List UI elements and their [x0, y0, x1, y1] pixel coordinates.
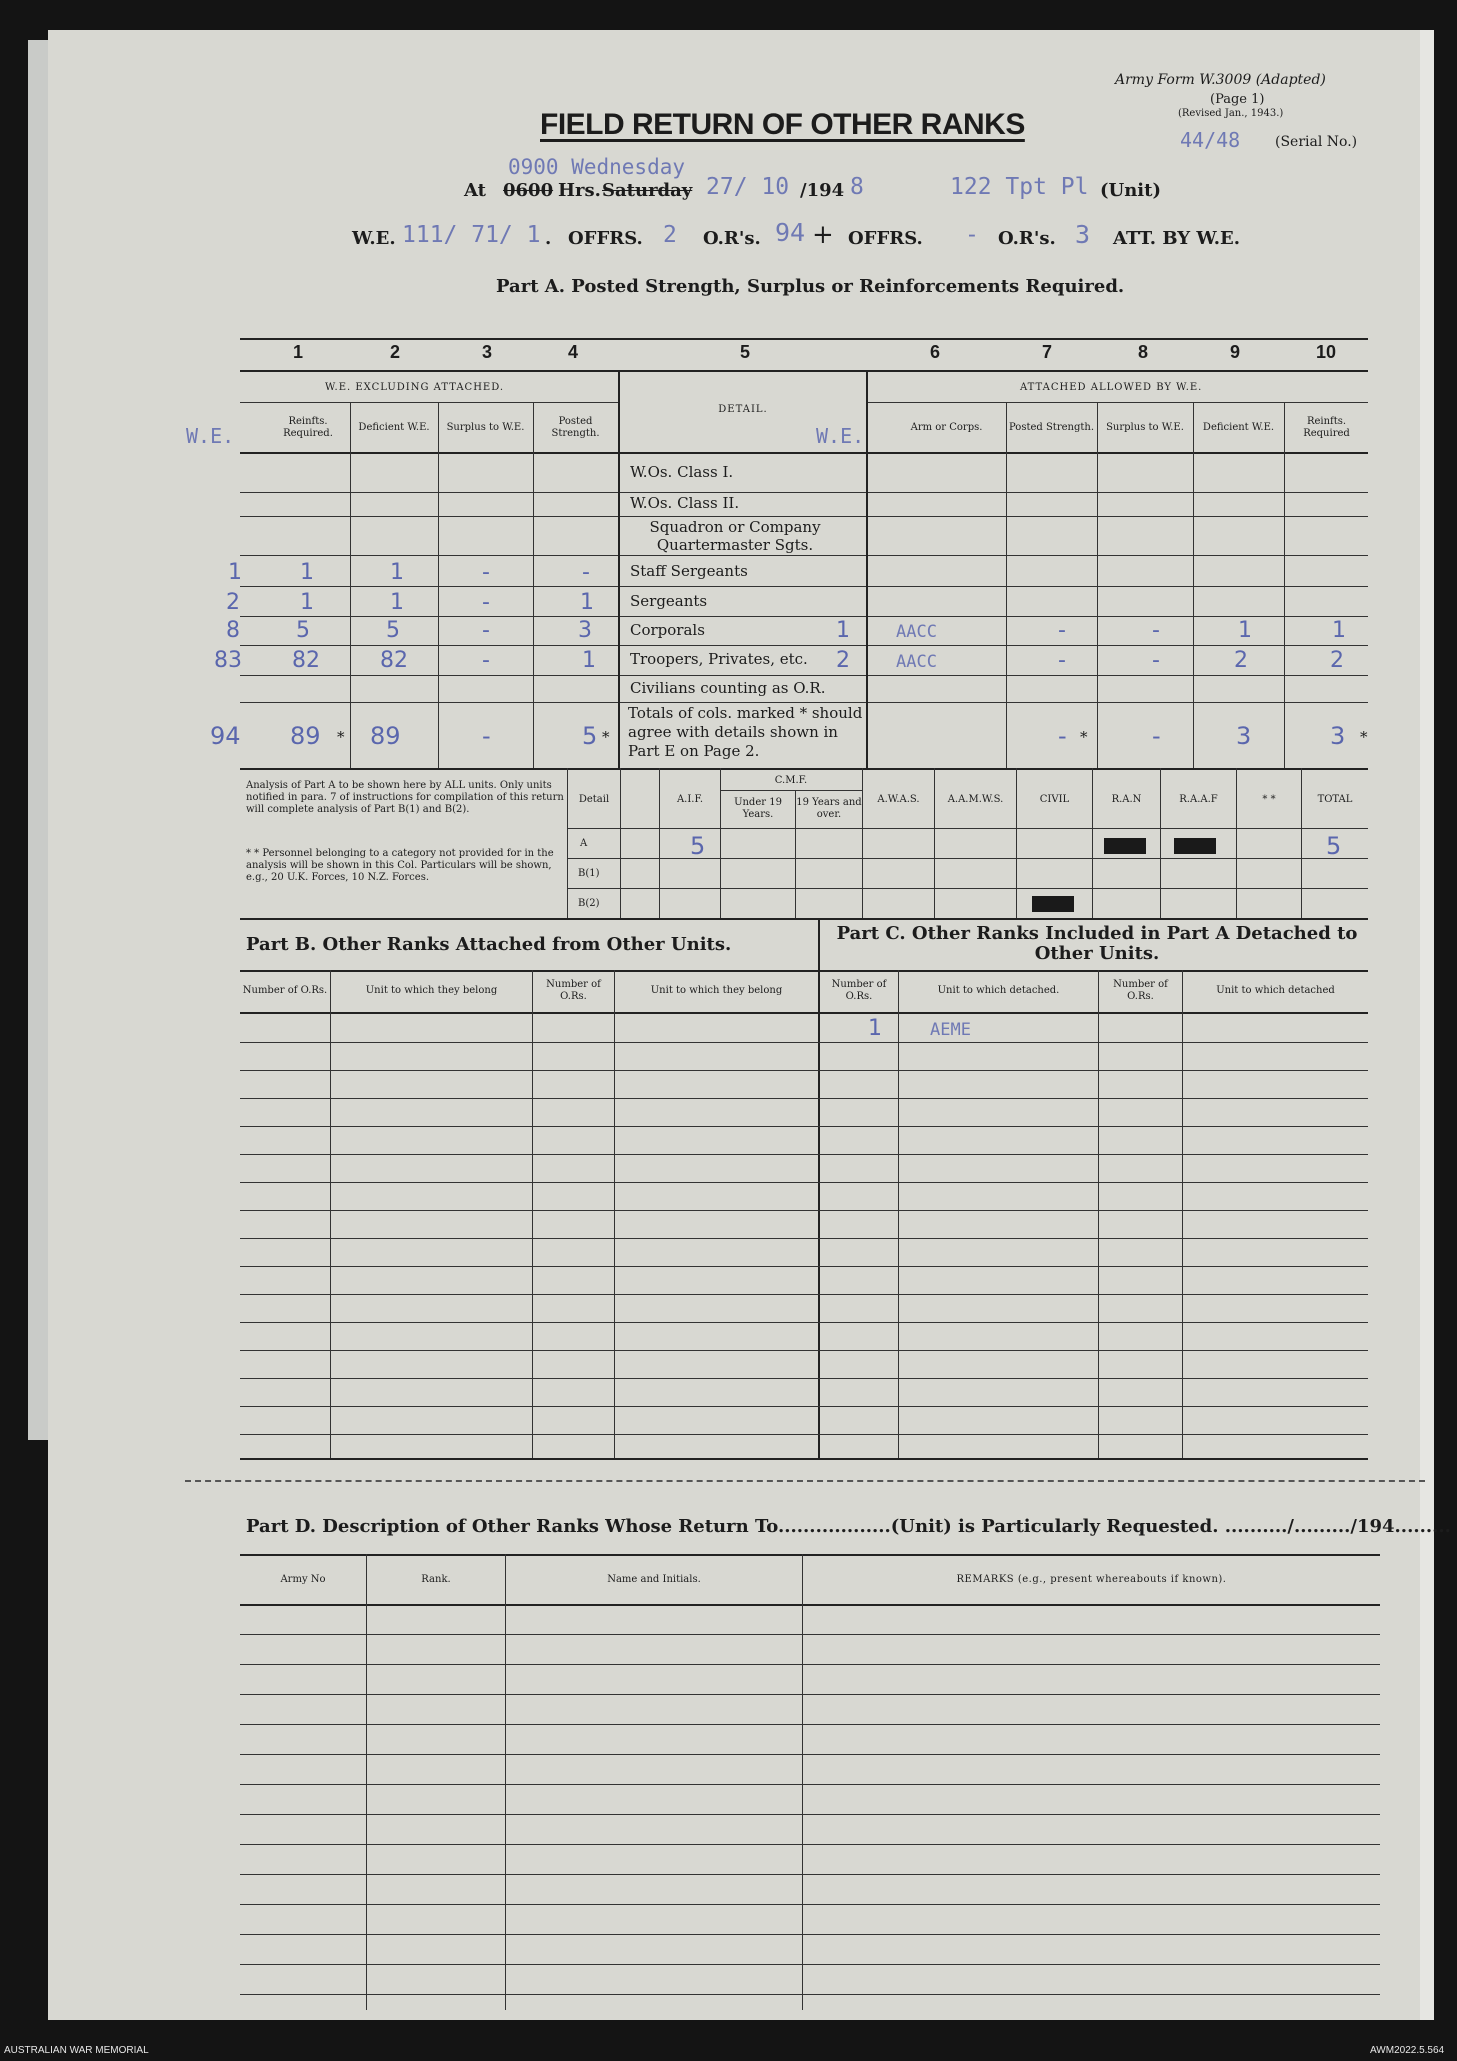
offrs-value: 2 [663, 222, 677, 248]
footer-left: AUSTRALIAN WAR MEMORIAL [4, 2045, 149, 2056]
handwritten-time-day: 0900 Wednesday [508, 155, 686, 179]
c10-total: 3 [1330, 722, 1346, 750]
row-detail-wo1: W.Os. Class I. [630, 463, 734, 481]
group-head-attached: ATTACHED ALLOWED BY W.E. [1020, 382, 1203, 393]
we-total: 94 [210, 722, 241, 750]
we-margin-label-mid: W.E. [816, 424, 865, 448]
analysis-head-awas: A.W.A.S. [877, 794, 920, 805]
col-number-8: 8 [1138, 342, 1149, 362]
page-number: (Page 1) [1210, 92, 1265, 107]
analysis-a-total: 5 [1326, 832, 1342, 860]
col-head-arm-corps: Arm or Corps. [910, 422, 983, 433]
c1-total-star: * [337, 728, 345, 746]
offrs-label: OFFRS. [568, 228, 643, 249]
analysis-head-under19: Under 19 Years. [734, 797, 782, 820]
col-head-deficient-att: Deficient W.E. [1202, 422, 1275, 433]
c4-total-star: * [602, 728, 610, 746]
c9-total: 3 [1236, 722, 1252, 750]
part-d-head-name: Name and Initials. [607, 1574, 701, 1585]
part-c-head-number-2: Number of O.Rs. [1113, 979, 1168, 1002]
hours-struck: 0600 [503, 180, 554, 201]
c3-total: - [482, 722, 491, 750]
unit-value: 122 Tpt Pl [950, 174, 1089, 200]
serial-label: (Serial No.) [1275, 134, 1358, 150]
col-number-2: 2 [390, 342, 401, 362]
analysis-head-19over: 19 Years and over. [796, 797, 862, 820]
we-sergeants: 2 [226, 590, 240, 615]
offrs2-label: OFFRS. [848, 228, 923, 249]
fold-line [185, 1480, 1425, 1482]
c2-corporals: 5 [386, 618, 400, 643]
c1-staff-sgts: 1 [300, 560, 314, 585]
serial-value: 44/48 [1180, 128, 1241, 152]
part-c-entry-number: 1 [868, 1016, 882, 1041]
analysis-note-2: * * Personnel belonging to a category not provided for in the analysis will be shown in this Col. Particulars will be shown, e.g., 20 U.K. Forces, 10 N.Z. Forces. [246, 848, 554, 883]
ors2-value: 3 [1075, 220, 1091, 249]
analysis-head-total: TOTAL [1317, 794, 1353, 805]
ors-label: O.R's. [703, 228, 761, 249]
c1-corporals: 5 [296, 618, 310, 643]
c2-privates: 82 [380, 648, 408, 673]
c4-staff-sgts: - [582, 560, 590, 585]
we2-corporals: 1 [836, 618, 850, 643]
we-privates: 83 [214, 648, 242, 673]
part-d-head-army-no: Army No [280, 1574, 326, 1585]
c8-corporals: - [1152, 618, 1160, 643]
c3-corporals: - [482, 618, 490, 643]
redaction-raaf [1174, 838, 1216, 854]
year-digit: 8 [850, 174, 864, 200]
c10-privates: 2 [1330, 648, 1344, 673]
part-d-head-remarks: REMARKS (e.g., present whereabouts if known). [956, 1574, 1227, 1585]
offrs2-value: - [965, 222, 979, 248]
c9-privates: 2 [1234, 648, 1248, 673]
we-label: W.E. [352, 228, 396, 249]
day-struck: Saturday [602, 180, 693, 201]
att-label: ATT. BY W.E. [1113, 228, 1241, 249]
date-value: 27/ 10 [706, 174, 790, 200]
part-a-heading: Part A. Posted Strength, Surplus or Reinforcements Required. [496, 276, 1125, 297]
part-c-head-unit-2: Unit to which detached [1216, 985, 1335, 996]
c8-privates: - [1152, 648, 1160, 673]
col-head-posted-strength: Posted Strength. [551, 416, 600, 439]
row-detail-corporals: Corporals [630, 621, 705, 639]
col-head-detail: DETAIL. [718, 404, 768, 415]
col-head-deficient: Deficient W.E. [358, 422, 430, 433]
c7-privates: - [1058, 648, 1066, 673]
c2-sergeants: 1 [390, 590, 404, 615]
part-c-head-unit-1: Unit to which detached. [937, 985, 1060, 996]
part-c-head-number-1: Number of O.Rs. [831, 979, 887, 1002]
c6-privates: AACC [896, 652, 937, 672]
part-b-heading: Part B. Other Ranks Attached from Other Units. [246, 934, 732, 955]
c4-sergeants: 1 [580, 590, 594, 615]
c3-sergeants: - [482, 590, 490, 615]
analysis-head-civil: CIVIL [1039, 794, 1070, 805]
form-sheet [48, 30, 1424, 2020]
we2-privates: 2 [836, 648, 850, 673]
analysis-row-b1: B(1) [578, 868, 600, 879]
revised-date: (Revised Jan., 1943.) [1178, 108, 1284, 119]
analysis-head-raaf: R.A.A.F [1179, 794, 1218, 805]
col-number-6: 6 [930, 342, 941, 362]
row-detail-staff-sgts: Staff Sergeants [630, 562, 748, 580]
col-number-4: 4 [568, 342, 579, 362]
analysis-a-aif: 5 [690, 832, 706, 860]
c2-total: 89 [370, 722, 401, 750]
plus-sign: + [812, 220, 834, 250]
c1-privates: 82 [292, 648, 320, 673]
analysis-head-ran: R.A.N [1111, 794, 1142, 805]
redaction-civil-b2 [1032, 896, 1074, 912]
c4-corporals: 3 [578, 618, 592, 643]
analysis-note-1: Analysis of Part A to be shown here by ALL units. Only units notified in para. 7 of instructions for compilation of this return will complete analysis of Part B(1) and B(2). [246, 780, 564, 815]
ors2-label: O.R's. [998, 228, 1056, 249]
footer-right: AWM2022.5.564 [1370, 2045, 1445, 2056]
back-sheet-edge [1420, 30, 1434, 2020]
col-number-3: 3 [482, 342, 493, 362]
analysis-row-a: A [580, 838, 588, 849]
at-label: At [464, 180, 486, 201]
part-b-head-number-1: Number of O.Rs. [242, 985, 328, 996]
c7-corporals: - [1058, 618, 1066, 643]
row-detail-sergeants: Sergeants [630, 592, 708, 610]
col-number-5: 5 [740, 342, 751, 362]
analysis-row-b2: B(2) [578, 898, 600, 909]
part-c-heading: Part C. Other Ranks Included in Part A Detached to Other Units. [836, 923, 1358, 964]
col-number-10: 10 [1316, 342, 1337, 362]
part-d-head-rank: Rank. [421, 1574, 451, 1585]
row-detail-privates: Troopers, Privates, etc. [630, 650, 808, 668]
analysis-head-aamws: A.A.M.W.S. [947, 794, 1004, 805]
row-detail-totals: Totals of cols. marked * should agree with details shown in Part E on Page 2. [628, 704, 863, 760]
c1-total: 89 [290, 722, 321, 750]
row-detail-civilians: Civilians counting as O.R. [630, 679, 826, 697]
redaction-ran [1104, 838, 1146, 854]
c9-corporals: 1 [1238, 618, 1252, 643]
analysis-head-other: * * [1262, 794, 1276, 805]
we-dot: . [545, 228, 552, 249]
c6-corporals: AACC [896, 622, 937, 642]
c1-sergeants: 1 [300, 590, 314, 615]
col-head-posted-strength-att: Posted Strength. [1008, 422, 1095, 433]
hours-label: Hrs. [558, 180, 601, 201]
c8-total: - [1152, 722, 1161, 750]
c2-staff-sgts: 1 [390, 560, 404, 585]
c4-privates: 1 [582, 648, 596, 673]
unit-label: (Unit) [1100, 180, 1161, 201]
c10-total-star: * [1360, 728, 1368, 746]
ors-value: 94 [775, 218, 806, 247]
c3-staff-sgts: - [482, 560, 490, 585]
we-value: 111/ 71/ 1 [402, 222, 541, 248]
we-staff-sgts: 1 [228, 560, 242, 585]
row-detail-sqms: Squadron or Company Quartermaster Sgts. [649, 518, 821, 554]
c3-privates: - [482, 648, 490, 673]
col-number-7: 7 [1042, 342, 1053, 362]
col-number-1: 1 [293, 342, 304, 362]
col-head-surplus-att: Surplus to W.E. [1106, 422, 1184, 433]
c10-corporals: 1 [1332, 618, 1346, 643]
part-c-entry-unit: AEME [930, 1020, 971, 1040]
year-prefix: /194 [800, 180, 845, 201]
page-title: FIELD RETURN OF OTHER RANKS [540, 108, 1025, 141]
c7-total: - [1058, 722, 1067, 750]
part-b-head-unit-1: Unit to which they belong [365, 985, 498, 996]
analysis-head-detail: Detail [578, 794, 610, 805]
c4-total: 5 [582, 722, 598, 750]
part-b-head-number-2: Number of O.Rs. [546, 979, 601, 1002]
we-corporals: 8 [226, 618, 240, 643]
group-head-we-excluding: W.E. EXCLUDING ATTACHED. [325, 382, 505, 393]
col-head-reinfts-required: Reinfts. Required. [283, 416, 333, 439]
col-number-9: 9 [1230, 342, 1241, 362]
we-margin-label-left: W.E. [186, 424, 235, 448]
row-detail-wo2: W.Os. Class II. [630, 494, 740, 512]
c7-total-star: * [1080, 728, 1088, 746]
part-d-heading: Part D. Description of Other Ranks Whose Return To..................(Unit) is Particularly Requested. ........../........./194......... [246, 1516, 1451, 1537]
analysis-head-aif: A.I.F. [676, 794, 704, 805]
form-id: Army Form W.3009 (Adapted) [1115, 72, 1326, 88]
analysis-head-cmf: C.M.F. [774, 775, 808, 786]
col-head-reinfts-att: Reinfts. Required [1303, 416, 1350, 439]
col-head-surplus: Surplus to W.E. [446, 422, 525, 433]
part-b-head-unit-2: Unit to which they belong [650, 985, 783, 996]
